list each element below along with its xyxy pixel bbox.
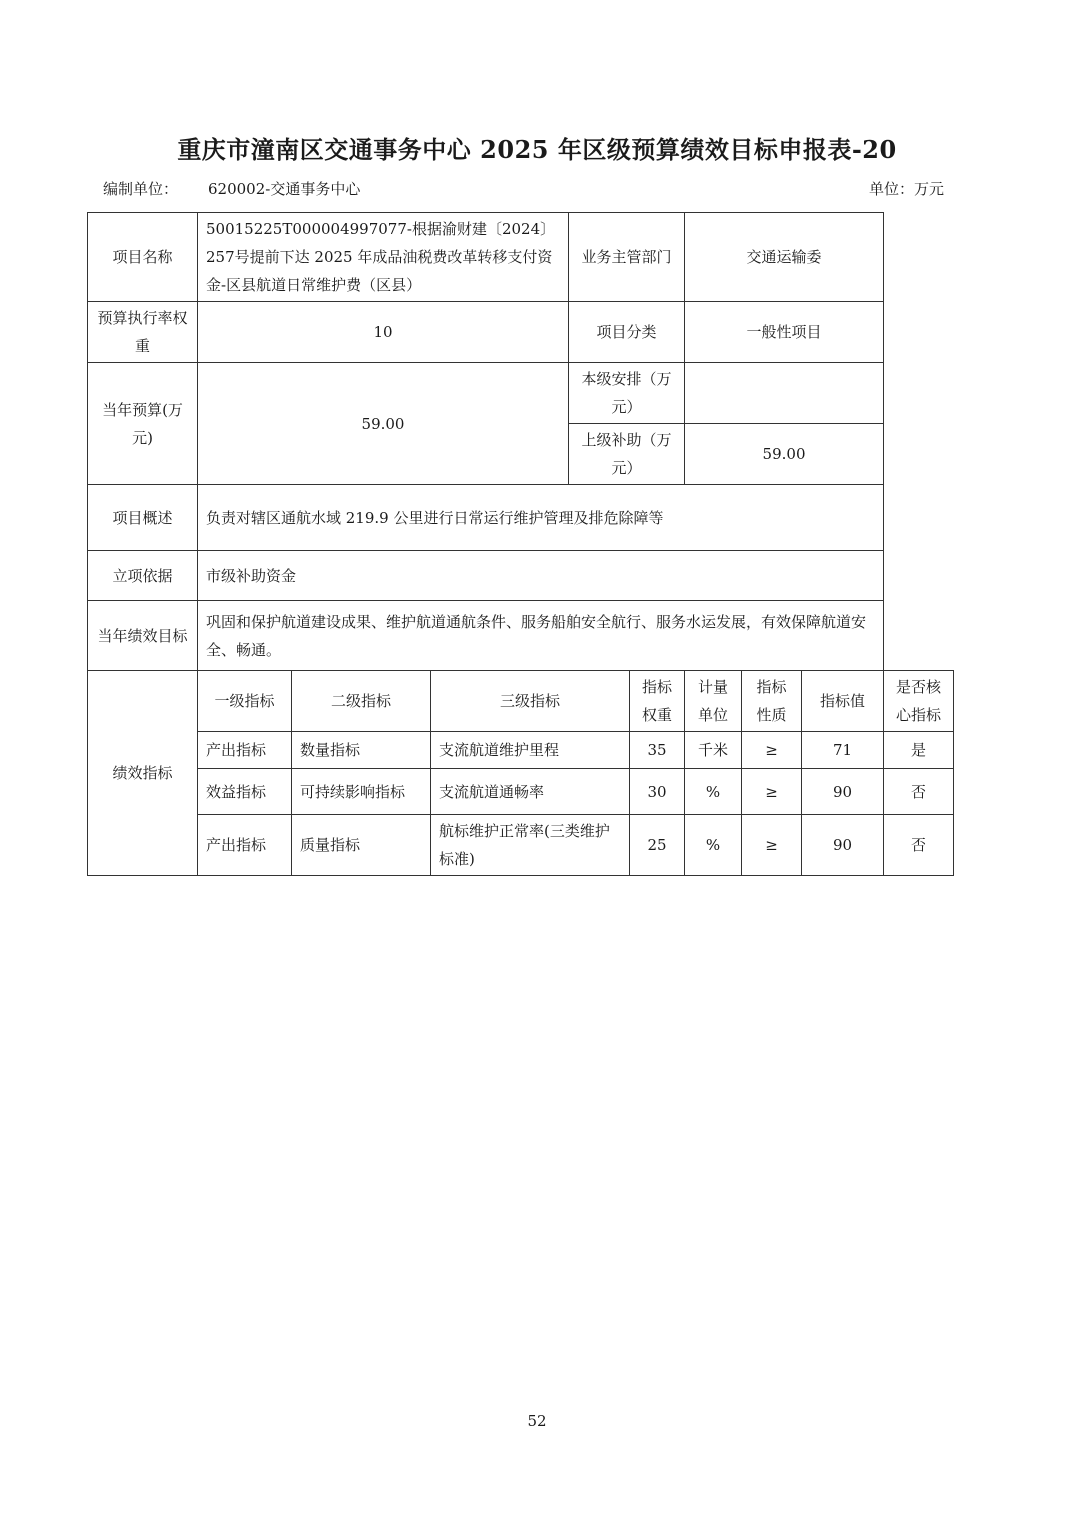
budget-label: 当年预算(万元)	[88, 363, 198, 485]
indicator-header: 计量单位	[685, 671, 742, 732]
indicators-label: 绩效指标	[88, 671, 198, 876]
category-value: 一般性项目	[685, 302, 884, 363]
nature-cell: ≥	[742, 769, 802, 815]
weight-value: 10	[198, 302, 569, 363]
basis-value: 市级补助资金	[198, 551, 884, 601]
core-cell: 是	[884, 732, 954, 769]
project-name-label: 项目名称	[88, 213, 198, 302]
upper-funding-label: 上级补助（万元）	[569, 424, 685, 485]
basis-label: 立项依据	[88, 551, 198, 601]
table-row	[88, 769, 954, 815]
budget-value: 59.00	[198, 363, 569, 485]
nature-cell: ≥	[742, 815, 802, 876]
indicator-header: 二级指标	[292, 671, 431, 732]
level2-cell: 数量指标	[292, 732, 431, 769]
unit-cell: %	[685, 815, 742, 876]
overview-label: 项目概述	[88, 485, 198, 551]
dept-label: 业务主管部门	[569, 213, 685, 302]
weight-cell: 30	[630, 769, 685, 815]
page-number: 52	[527, 1412, 547, 1430]
value-cell: 71	[802, 732, 884, 769]
weight-label: 预算执行率权重	[88, 302, 198, 363]
indicator-header: 三级指标	[431, 671, 630, 732]
level1-cell: 产出指标	[198, 732, 292, 769]
dept-value: 交通运输委	[685, 213, 884, 302]
level2-cell: 可持续影响指标	[292, 769, 431, 815]
value-cell: 90	[802, 769, 884, 815]
level1-cell: 产出指标	[198, 815, 292, 876]
table-row	[88, 732, 954, 769]
level1-cell: 效益指标	[198, 769, 292, 815]
indicator-header: 指标权重	[630, 671, 685, 732]
value-cell: 90	[802, 815, 884, 876]
project-name-value: 50015225T000004997077-根据渝财建〔2024〕257号提前下达 2025 年成品油税费改革转移支付资金-区县航道日常维护费（区县）	[198, 213, 569, 302]
indicator-header: 一级指标	[198, 671, 292, 732]
local-funding-value	[685, 363, 884, 424]
indicator-header: 指标性质	[742, 671, 802, 732]
level3-cell: 支流航道维护里程	[431, 732, 630, 769]
core-cell: 否	[884, 815, 954, 876]
local-funding-label: 本级安排（万元）	[569, 363, 685, 424]
level2-cell: 质量指标	[292, 815, 431, 876]
indicator-header: 是否核心指标	[884, 671, 954, 732]
level3-cell: 航标维护正常率(三类维护标准)	[431, 815, 630, 876]
page-title: 重庆市潼南区交通事务中心 2025 年区级预算绩效目标申报表-20	[177, 135, 897, 164]
core-cell: 否	[884, 769, 954, 815]
indicator-header: 指标值	[802, 671, 884, 732]
overview-value: 负责对辖区通航水域 219.9 公里进行日常运行维护管理及排危除障等	[198, 485, 884, 551]
upper-funding-value: 59.00	[685, 424, 884, 485]
budget-table	[87, 212, 954, 876]
category-label: 项目分类	[569, 302, 685, 363]
weight-cell: 35	[630, 732, 685, 769]
nature-cell: ≥	[742, 732, 802, 769]
goal-value: 巩固和保护航道建设成果、维护航道通航条件、服务船舶安全航行、服务水运发展，有效保障航道安全、畅通。	[198, 601, 884, 671]
table-row	[88, 815, 954, 876]
unit-label: 编制单位：	[103, 180, 179, 198]
unit-cell: %	[685, 769, 742, 815]
weight-cell: 25	[630, 815, 685, 876]
currency-unit: 单位：万元	[868, 180, 944, 198]
unit-cell: 千米	[685, 732, 742, 769]
unit-value: 620002-交通事务中心	[208, 180, 361, 198]
goal-label: 当年绩效目标	[88, 601, 198, 671]
level3-cell: 支流航道通畅率	[431, 769, 630, 815]
